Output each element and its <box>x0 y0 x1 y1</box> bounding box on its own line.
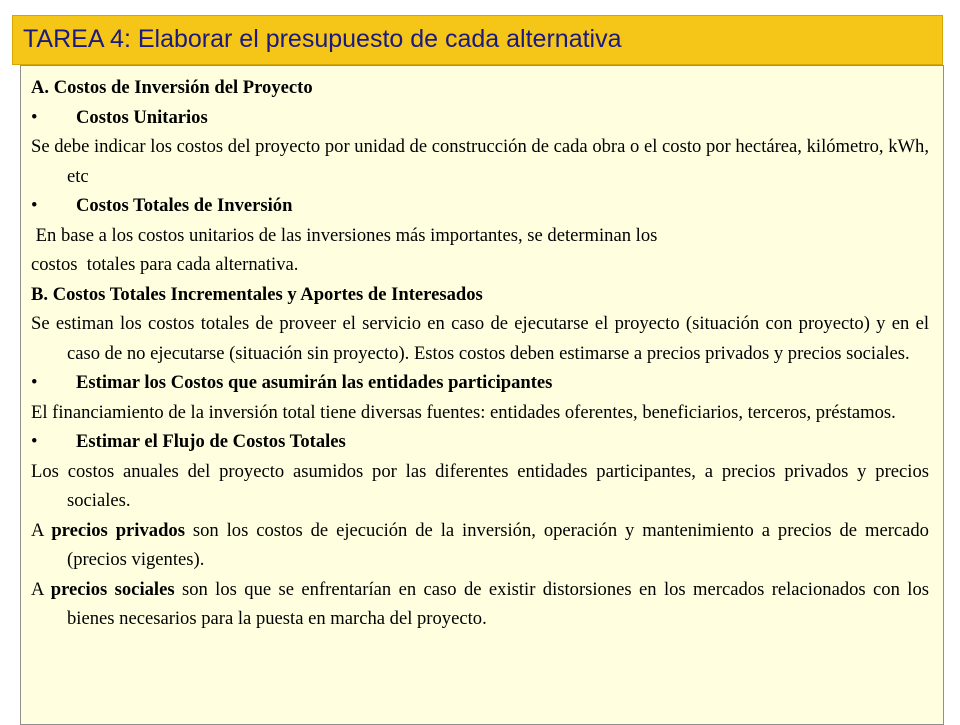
bullet-flujo-costos <box>31 427 929 457</box>
bullet-dot: • <box>31 195 38 216</box>
bullet-dot: • <box>31 106 38 128</box>
bullet-label: Estimar los Costos que asumirán las entidades participantes <box>76 372 553 393</box>
term-precios-privados: precios privados <box>51 519 185 541</box>
content-body <box>31 73 929 634</box>
bullet-label: Costos Totales de Inversión <box>76 195 293 216</box>
paragraph-financiamiento: El financiamiento de la inversión total tiene diversas fuentes: entidades oferentes, beneficiarios, terceros, préstamos. <box>31 401 896 423</box>
bullet-label: Estimar el Flujo de Costos Totales <box>76 431 346 452</box>
paragraph-precios-sociales <box>31 575 929 634</box>
bullet-dot: • <box>31 372 38 393</box>
section-b-heading: B. Costos Totales Incrementales y Aportes de Interesados <box>31 283 483 305</box>
page-title: TAREA 4: Elaborar el presupuesto de cada alternativa <box>23 25 622 53</box>
definition: son los que se enfrentarían en caso de existir distorsiones en los mercados relacionados con los bienes necesarios para la puesta en marcha del proyecto. <box>67 578 929 629</box>
prefix: A <box>31 519 52 541</box>
paragraph-costos-unitarios: Se debe indicar los costos del proyecto por unidad de construcción de cada obra o el costo por hectárea, kilómetro, kWh, etc <box>31 136 929 187</box>
title-bar <box>12 15 943 65</box>
prefix: A <box>31 578 51 600</box>
section-a-heading: A. Costos de Inversión del Proyecto <box>31 77 313 98</box>
bullet-label: Costos Unitarios <box>76 106 208 128</box>
paragraph-costos-totales-line1: En base a los costos unitarios de las inversiones más importantes, se determinan los <box>31 224 658 246</box>
content-box <box>20 65 944 725</box>
bullet-costos-unitarios <box>31 103 929 133</box>
paragraph-costos-totales-line2: costos totales para cada alternativa. <box>31 254 299 275</box>
bullet-costos-totales-inversion <box>31 191 929 221</box>
bullet-costos-entidades <box>31 368 929 398</box>
paragraph-costos-anuales: Los costos anuales del proyecto asumidos por las diferentes entidades participantes, a precios privados y precios sociales. <box>31 460 929 511</box>
bullet-dot: • <box>31 431 38 452</box>
definition: son los costos de ejecución de la inversión, operación y mantenimiento a precios de mercado (precios vigentes). <box>67 519 929 570</box>
paragraph-costos-incrementales: Se estiman los costos totales de proveer el servicio en caso de ejecutarse el proyecto (situación con proyecto) y en el caso de no ejecutarse (situación sin proyecto). Estos costos deben estimarse a precios privados y precios sociales. <box>31 313 929 364</box>
paragraph-precios-privados <box>31 516 929 575</box>
term-precios-sociales: precios sociales <box>50 578 175 600</box>
